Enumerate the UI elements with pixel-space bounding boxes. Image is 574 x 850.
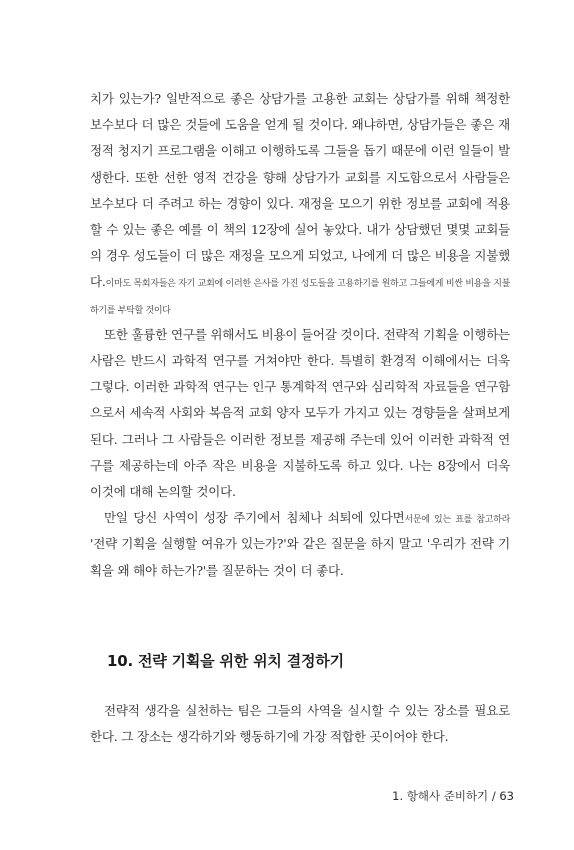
paragraph-3 bbox=[90, 505, 510, 584]
page-number: 63 bbox=[499, 789, 514, 803]
page-footer bbox=[392, 788, 514, 804]
footer-chapter: 1. 항해사 준비하기 bbox=[392, 789, 489, 803]
paragraph-1-text: 치가 있는가? 일반적으로 좋은 상담가를 고용한 교회는 상담가를 위해 책정한 보수보다 더 많은 것들에 도움을 얻게 될 것이다. 왜냐하면, 상담가들은 좋은 재정적 청지기 프로그램을 이해고 이행하도록 그들을 돕기 때문에 이런 일들이 발생한다. 또한 선한 영적 건강을 향해 상담가가 교회를 지도함으로서 사람들은 보수보다 더 주려고 하는 경향이 있다. 재정을 모으기 위한 정보를 교회에 적용할 수 있는 좋은 예를 이 책의 12장에 실어 놓았다. 내가 상담했던 몇몇 교회들의 경우 성도들이 더 많은 재정을 모으게 되었고, 나에게 더 많은 비용을 지불했다. bbox=[90, 91, 510, 290]
paragraph-3-note: 서문에 있는 표를 참고하라 bbox=[404, 515, 510, 526]
paragraph-3-text: 만일 당신 사역이 성장 주기에서 침체나 쇠퇴에 있다면 bbox=[104, 510, 405, 526]
section-paragraph: 전략적 생각을 실천하는 팀은 그들의 사역을 실시할 수 있는 장소를 필요로 한다. 그 장소는 생각하기와 행동하기에 가장 적합한 곳이어야 한다. bbox=[90, 703, 510, 745]
paragraph-3-text-continued: '전략 기획을 실행할 여유가 있는가?'와 같은 질문을 하지 말고 '우리가 전략 기획을 왜 해야 하는가?'를 질문하는 것이 더 좋다. bbox=[90, 536, 510, 578]
section-heading: 10. 전략 기획을 위한 위치 결정하기 bbox=[107, 652, 344, 670]
footer-separator: / bbox=[488, 789, 500, 803]
body-text bbox=[90, 86, 510, 584]
paragraph-1 bbox=[90, 86, 510, 322]
paragraph-1-note: 이마도 목회자들은 자기 교회에 이러한 은사를 가진 성도들을 고용하기를 원하고 그들에게 비싼 비용을 지불하기를 부탁할 것이다 bbox=[90, 279, 510, 316]
paragraph-2 bbox=[90, 322, 510, 505]
paragraph-2-text: 또한 훌륭한 연구를 위해서도 비용이 들어갈 것이다. 전략적 기획을 이행하는 사람은 반드시 과학적 연구를 거쳐야만 한다. 특별히 환경적 이해에서는 더욱 그렇다. 이러한 과학적 연구는 인구 통계학적 연구와 심리학적 자료들을 연구함으로서 세속적 사회와 복음적 교회 양자 모두가 가지고 있는 경향들을 살펴보게 된다. 그러나 그 사람들은 이러한 정보를 제공해 주는데 있어 이러한 과학적 연구를 제공하는데 아주 작은 비용을 지불하도록 하고 있다. 나는 8장에서 더욱 이것에 대해 논의할 것이다. bbox=[90, 326, 510, 500]
